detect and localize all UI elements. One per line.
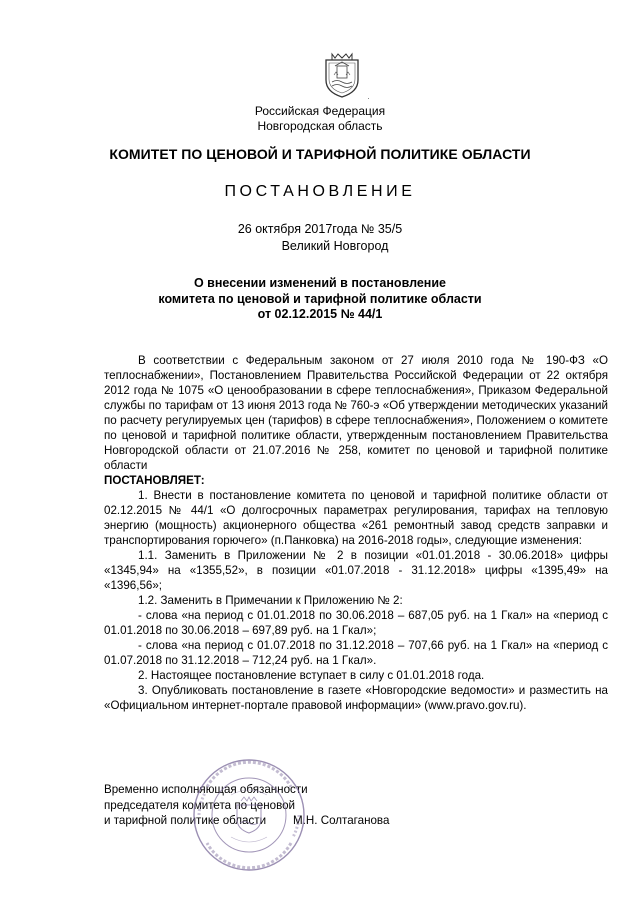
committee-title: КОМИТЕТ ПО ЦЕНОВОЙ И ТАРИФНОЙ ПОЛИТИКЕ ОБЛАСТИ: [109, 146, 531, 162]
coat-of-arms-icon: [323, 52, 361, 98]
item-1-1: 1.1. Заменить в Приложении № 2 в позиции «01.01.2018 - 30.06.2018» цифры «1345,94» на «1355,52», в позиции «01.07.2018 - 31.12.2018» цифры «1395,49» на «1396,56»;: [104, 549, 608, 592]
signatory-position-line: председателя комитета по ценовой: [104, 798, 296, 812]
item-1: 1. Внести в постановление комитета по ценовой и тарифной политике области от 02.12.2015 № 44/1 «О долгосрочных параметрах регулирования, тарифах на тепловую энергию (мощность) акционерного общества «261 ремонтный завод средств заправки и транспортирования горючего» (п.Панковка) на 2016-2018 годы», следующие изменения:: [104, 489, 608, 547]
item-2: 2. Настоящее постановление вступает в силу с 01.01.2018 года.: [138, 669, 485, 682]
document-body: [104, 353, 608, 713]
signatory-position-line: Временно исполняющая обязанности: [104, 783, 308, 796]
signatory-position-line: и тарифной политике области: [104, 814, 267, 827]
item-1-2-b: - слова «на период с 01.07.2018 по 31.12.2018 – 707,66 руб. на 1 Гкал» на «период с 01.07.2018 по 31.12.2018 – 712,24 руб. на 1 Гкал».: [104, 639, 608, 667]
document-type: ПОСТАНОВЛЕНИЕ: [224, 183, 416, 200]
scan-speck: [368, 98, 369, 99]
city-name: Великий Новгород: [281, 239, 389, 253]
item-3: 3. Опубликовать постановление в газете «Новгородские ведомости» и разместить на «Официальном интернет-портале правовой информации» (www.pravo.gov.ru).: [104, 684, 608, 712]
region-name: Новгородская область: [257, 119, 383, 133]
issuer-block: [0, 104, 640, 134]
country-name: Российская Федерация: [254, 104, 386, 118]
item-1-2: 1.2. Заменить в Примечании к Приложению № 2:: [138, 594, 403, 607]
official-seal-icon: [191, 757, 307, 873]
resolves-heading: ПОСТАНОВЛЯЕТ:: [104, 474, 205, 487]
subject-line: О внесении изменений в постановление: [193, 276, 446, 290]
date-number: 26 октября 2017года № 35/5: [237, 222, 403, 236]
document-subject: [0, 276, 640, 323]
subject-line: комитета по ценовой и тарифной политике области: [158, 291, 482, 306]
signatory-name: М.Н. Солтаганова: [293, 814, 390, 827]
preamble-paragraph: В соответствии с Федеральным законом от 27 июля 2010 года № 190-ФЗ «О теплоснабжении», Постановлением Правительства Российской Федерации от 22 октября 2012 года № 1075 «О ценообразовании в сфере теплоснабжения», Приказом Федеральной службы по тарифам от 13 июня 2013 года № 760-э «Об утверждении методических указаний по расчету регулируемых цен (тарифов) в сфере теплоснабжения», Положением о комитете по ценовой и тарифной политике области, утвержденным постановлением Правительства Новгородской области от 21.07.2016 № 258, комитет по ценовой и тарифной политике области: [104, 354, 608, 472]
subject-line: от 02.12.2015 № 44/1: [257, 307, 383, 321]
item-1-2-a: - слова «на период с 01.01.2018 по 30.06.2018 – 687,05 руб. на 1 Гкал» на «период с 01.01.2018 по 30.06.2018 – 697,89 руб. на 1 Гкал»;: [104, 609, 608, 637]
